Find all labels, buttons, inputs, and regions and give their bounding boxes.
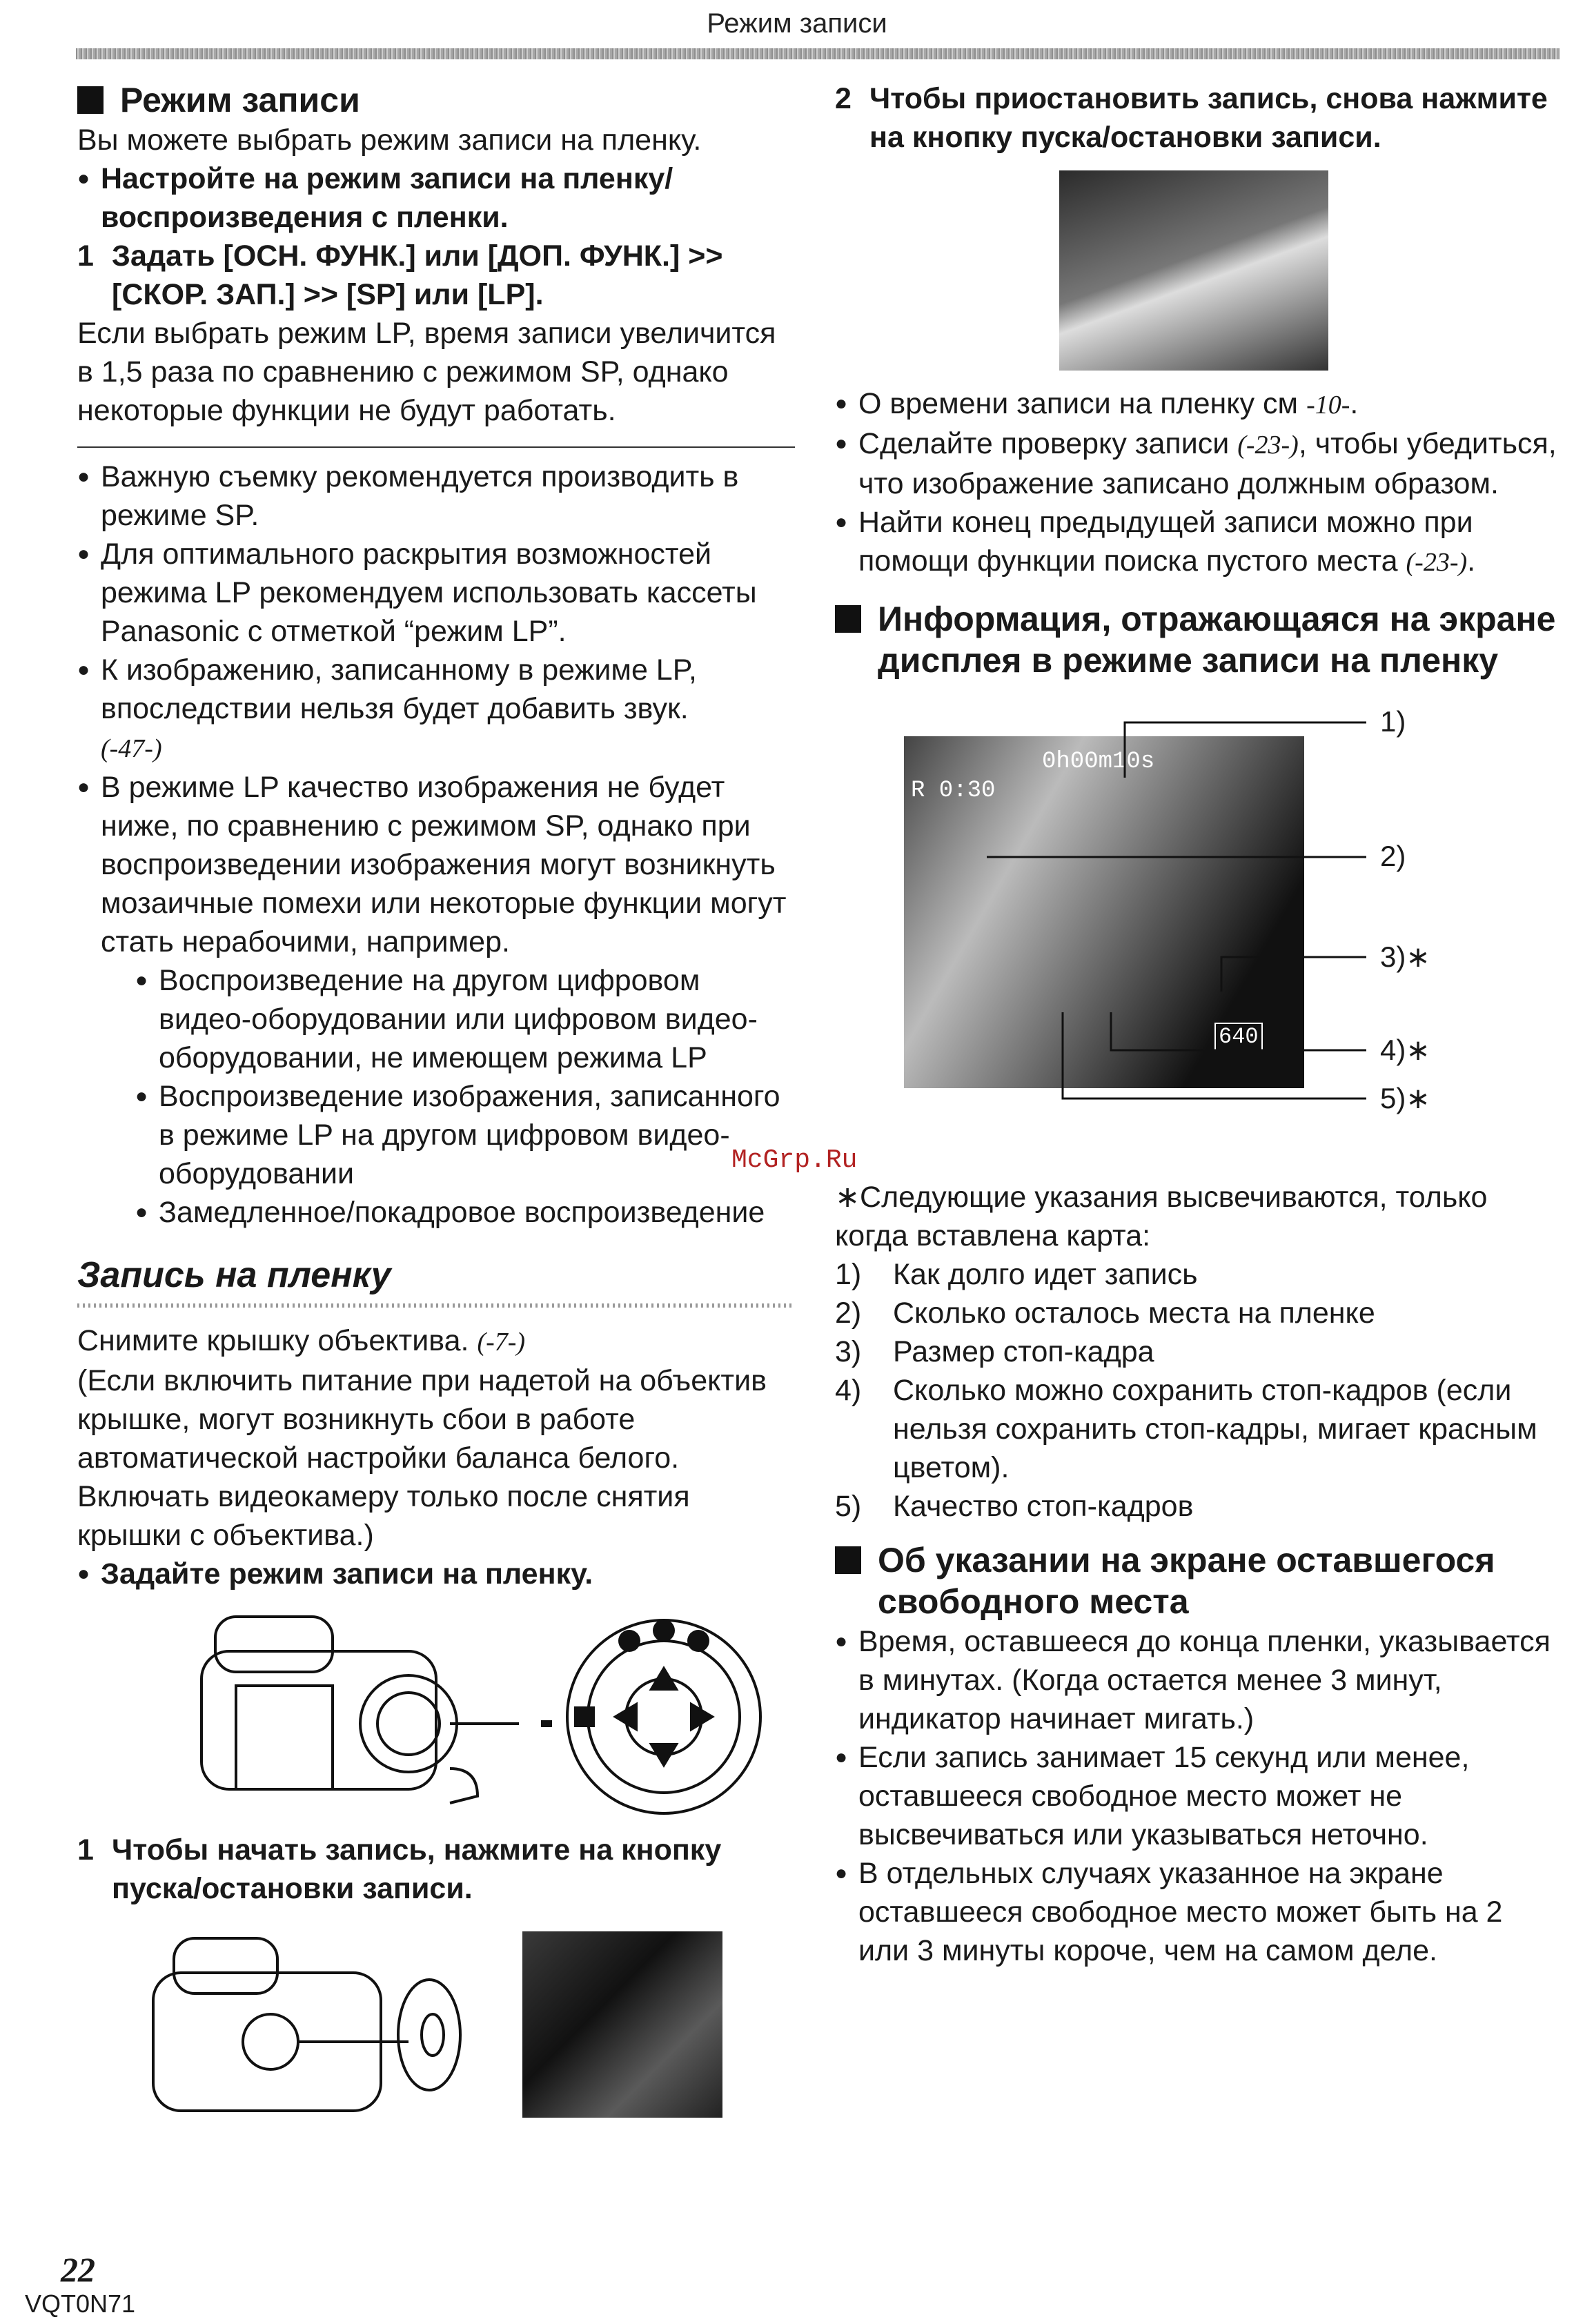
step-text: Задать [ОСН. ФУНК.] или [ДОП. ФУНК.] >> [СКОР. ЗАП.] >> [SP] или [LP]. — [112, 239, 723, 311]
callout-label: 1) — [1380, 705, 1406, 738]
section-title-display-info — [835, 598, 1559, 681]
mode-dial-illustration — [77, 1603, 795, 1831]
page-number: 22 — [61, 2250, 95, 2289]
lens-cap-text — [77, 1321, 795, 1361]
display-diagram — [835, 702, 1559, 1178]
note-bullet: ● Если запись занимает 15 секунд или менее, оставшееся свободное место может не высвечиваться или указываться неточно. — [835, 1738, 1559, 1854]
setup-bullet: ● Настройте на режим записи на пленку/ воспроизведения с пленки. — [77, 159, 795, 237]
legend-number: 3) — [835, 1335, 862, 1368]
section-title-text: Информация, отражающаяся на экране дисплея в режиме записи на пленку — [878, 600, 1556, 680]
record-button-illustration — [77, 1931, 795, 2131]
divider — [77, 446, 795, 448]
section-title-text: Режим записи — [120, 81, 360, 119]
note-tail: . — [1467, 544, 1476, 578]
elapsed-time: 0h00m10s — [1042, 749, 1155, 775]
watermark: McGrp.Ru — [731, 1145, 858, 1175]
step-1-set-mode — [77, 237, 795, 314]
legend-item — [835, 1371, 1559, 1487]
callout-label: 4)∗ — [1380, 1034, 1430, 1066]
pause-photo-area — [835, 157, 1559, 384]
legend-item — [835, 1332, 1559, 1371]
legend-note: ∗Следующие указания высвечиваются, только когда вставлена карта: — [835, 1181, 1488, 1252]
step-number: 2 — [835, 82, 852, 115]
legend-text: Сколько осталось места на пленке — [893, 1297, 1375, 1330]
callout-label: 5)∗ — [1380, 1082, 1430, 1114]
set-tape-mode-bullet: ● Задайте режим записи на пленку. — [77, 1555, 795, 1593]
image-size: 640 — [1214, 1023, 1263, 1051]
note-bullet: ● Для оптимального раскрытия возможностей режима LP рекомендуем использовать кассеты Panasonic с отметкой “режим LP”. — [77, 535, 795, 651]
note-bullet: ● Время, оставшееся до конца пленки, указывается в минутах. (Когда остается менее 3 минут, индикатор начинает мигать.) — [835, 1622, 1559, 1738]
remaining-tape: R 0:30 — [911, 778, 996, 804]
step-number: 1 — [77, 239, 94, 273]
legend-number: 4) — [835, 1374, 862, 1407]
right-column — [835, 79, 1559, 1970]
header-rule — [76, 48, 1559, 59]
step-1-start-recording — [77, 1831, 795, 1908]
page-ref: (-23-) — [1406, 548, 1468, 577]
callout-label: 2) — [1380, 840, 1406, 872]
note-bullet — [835, 384, 1559, 424]
page-ref: (-7-) — [477, 1328, 526, 1357]
section-title-tape-recording: Запись на пленку — [77, 1255, 391, 1295]
sub-note: ● Замедленное/покадровое воспроизведение — [77, 1193, 795, 1232]
legend-item — [835, 1255, 1559, 1294]
dotted-rule — [77, 1303, 795, 1308]
sub-note: ● Воспроизведение изображения, записанного в режиме LP на другом цифровом видео-оборудовании — [77, 1077, 795, 1193]
recording-photo — [522, 1931, 722, 2118]
section-square-icon — [835, 1546, 861, 1574]
lens-cap-warning: (Если включить питание при надетой на объектив крышке, могут возникнуть сбои в работе автоматической настройки баланса белого. Включать видеокамеру только после снятия крышки с объектива.) — [77, 1364, 767, 1552]
section-title-record-mode — [77, 79, 795, 121]
callout-label: 3)∗ — [1380, 941, 1430, 973]
camera-dial-icon — [77, 1603, 795, 1831]
legend-text: Размер стоп-кадра — [893, 1335, 1154, 1368]
callout-lines — [835, 702, 1559, 1178]
legend-item — [835, 1294, 1559, 1332]
legend-number: 1) — [835, 1258, 862, 1291]
section-title-text: Об указании на экране оставшегося свободного места — [878, 1541, 1495, 1621]
step-2-pause-recording — [835, 79, 1559, 157]
note-text: Сделайте проверку записи — [858, 427, 1230, 460]
step-number: 1 — [77, 1833, 94, 1867]
section-title-remaining-space — [835, 1539, 1559, 1622]
step-text: Чтобы приостановить запись, снова нажмите на кнопку пуска/остановки записи. — [869, 82, 1548, 154]
note-tail: , чтобы убедиться, что изображение записано должным образом. — [858, 427, 1557, 500]
running-head: Режим записи — [707, 8, 887, 39]
note-bullet: ● В отдельных случаях указанное на экране оставшееся свободное место может быть на 2 или 3 минуты короче, чем на самом деле. — [835, 1854, 1559, 1970]
intro-text: Вы можете выбрать режим записи на пленку. — [77, 124, 702, 157]
section-square-icon — [77, 86, 104, 114]
legend-item — [835, 1487, 1559, 1526]
legend-text: Качество стоп-кадров — [893, 1490, 1194, 1523]
legend-text: Сколько можно сохранить стоп-кадров (если нельзя сохранить стоп-кадры, мигает красным цветом). — [893, 1374, 1537, 1484]
page-ref: (-47-) — [101, 734, 162, 763]
lp-description: Если выбрать режим LP, время записи увеличится в 1,5 раза по сравнению с режимом SP, однако некоторые функции не будут работать. — [77, 317, 776, 427]
document-code: VQT0N71 — [25, 2289, 136, 2318]
step-text: Чтобы начать запись, нажмите на кнопку пуска/остановки записи. — [112, 1833, 722, 1905]
note-bullet — [77, 651, 795, 768]
section-square-icon — [835, 605, 861, 633]
page-ref: -10- — [1306, 391, 1350, 420]
sub-note: ● Воспроизведение на другом цифровом видео-оборудовании или цифровом видео-оборудовании, не имеющем режима LP — [77, 961, 795, 1077]
note-text: О времени записи на пленку см — [858, 387, 1299, 420]
note-text: Найти конец предыдущей записи можно при помощи функции поиска пустого места — [858, 506, 1473, 578]
legend-text: Как долго идет запись — [893, 1258, 1198, 1291]
note-bullet — [835, 424, 1559, 503]
pause-photo — [1059, 170, 1328, 371]
note-bullet: ● Важную съемку рекомендуется производить в режиме SP. — [77, 457, 795, 535]
note-tail: . — [1350, 387, 1359, 420]
note-text: К изображению, записанному в режиме LP, впоследствии нельзя будет добавить звук. — [101, 653, 697, 725]
note-bullet — [835, 503, 1559, 582]
left-column — [77, 79, 795, 2131]
note-bullet: ● В режиме LP качество изображения не будет ниже, по сравнению с режимом SP, однако при воспроизведении изображения могут возникнуть мозаичные помехи или некоторые функции могут стать нерабочими, например. — [77, 768, 795, 961]
legend-number: 2) — [835, 1297, 862, 1330]
legend-number: 5) — [835, 1490, 862, 1523]
lens-cap-instruction: Снимите крышку объектива. — [77, 1324, 469, 1357]
page-ref: (-23-) — [1237, 431, 1299, 460]
